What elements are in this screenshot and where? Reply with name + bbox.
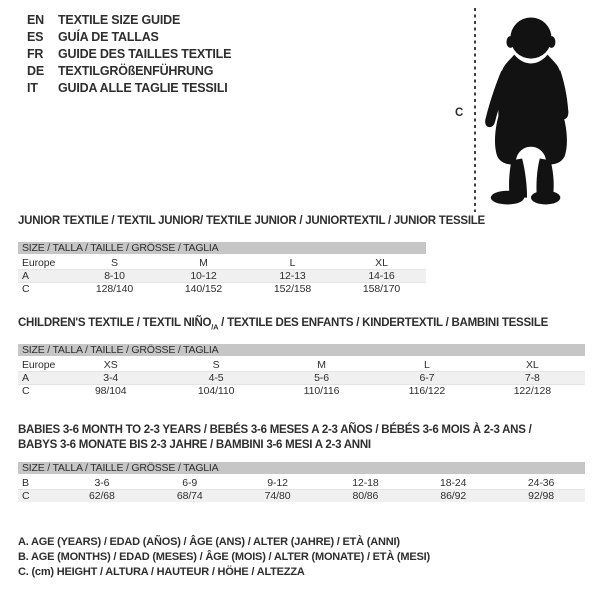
language-row-en bbox=[27, 12, 231, 29]
row-value: S bbox=[111, 256, 118, 269]
babies-table-title bbox=[18, 423, 578, 453]
table-row bbox=[18, 489, 585, 502]
row-value: 9-12 bbox=[267, 476, 288, 489]
row-label: C bbox=[22, 283, 30, 295]
row-value: M bbox=[317, 358, 326, 371]
language-row-fr bbox=[27, 46, 231, 63]
legend-line-age-months: B. AGE (MONTHS) / EDAD (MESES) / ÂGE (MOIS) / ALTER (MONATE) / ETÀ (MESI) bbox=[18, 551, 430, 563]
table-row bbox=[18, 358, 585, 371]
table-row bbox=[18, 371, 585, 384]
row-value: 6-9 bbox=[182, 476, 198, 489]
row-value: 74/80 bbox=[264, 490, 291, 502]
row-label: C bbox=[22, 385, 30, 397]
row-value: 86/92 bbox=[440, 490, 467, 502]
children-table-title bbox=[18, 316, 548, 334]
size-header-bar: SIZE / TALLA / TAILLE / GRÖSSE / TAGLIA bbox=[18, 462, 585, 474]
children-title-subscript: /A bbox=[211, 322, 219, 332]
language-title: TEXTILGRÖßENFÜHRUNG bbox=[58, 64, 214, 78]
row-value: 12-13 bbox=[279, 270, 306, 282]
language-title: GUIDE DES TAILLES TEXTILE bbox=[58, 47, 232, 61]
language-title: GUIDA ALLE TAGLIE TESSILI bbox=[58, 81, 228, 95]
row-value: 140/152 bbox=[184, 283, 223, 295]
row-value: XS bbox=[103, 358, 118, 371]
row-value: 68/74 bbox=[176, 490, 203, 502]
row-value: 8-10 bbox=[104, 270, 125, 282]
height-measure-label: C bbox=[455, 107, 464, 119]
language-code: EN bbox=[27, 13, 44, 27]
row-value: 104/110 bbox=[197, 385, 235, 397]
language-title: TEXTILE SIZE GUIDE bbox=[58, 13, 181, 27]
row-value: L bbox=[289, 256, 296, 269]
children-size-table bbox=[18, 344, 585, 397]
row-value: 6-7 bbox=[419, 372, 435, 384]
row-label: C bbox=[22, 490, 30, 502]
row-value: 152/158 bbox=[273, 283, 312, 295]
row-value: M bbox=[199, 256, 208, 269]
row-value: S bbox=[212, 358, 220, 371]
junior-size-table bbox=[18, 242, 426, 295]
language-title: GUÍA DE TALLAS bbox=[58, 30, 159, 44]
language-code: FR bbox=[27, 47, 44, 61]
row-label: A bbox=[22, 270, 29, 282]
babies-title-line-2: BABYS 3-6 MONATE BIS 2-3 JAHRE / BAMBINI 3-6 MESI A 2-3 ANNI bbox=[18, 439, 371, 451]
row-value: 18-24 bbox=[440, 476, 467, 489]
babies-title-line-1: BABIES 3-6 MONTH TO 2-3 YEARS / BEBÉS 3-6 MESES A 2-3 AÑOS / BÉBÉS 3-6 MOIS À 2-3 ANS / bbox=[18, 424, 532, 436]
language-row-es bbox=[27, 29, 231, 46]
size-header-bar: SIZE / TALLA / TAILLE / GRÖSSE / TAGLIA bbox=[18, 344, 585, 356]
row-label: Europe bbox=[22, 358, 56, 371]
row-value: 14-16 bbox=[368, 270, 395, 282]
legend-line-age-years: A. AGE (YEARS) / EDAD (AÑOS) / ÂGE (ANS) / ALTER (JAHRE) / ETÀ (ANNI) bbox=[18, 536, 400, 548]
row-value: XL bbox=[375, 256, 388, 269]
row-value: 116/122 bbox=[408, 385, 446, 397]
row-value: 158/170 bbox=[362, 283, 401, 295]
size-header-bar: SIZE / TALLA / TAILLE / GRÖSSE / TAGLIA bbox=[18, 242, 426, 254]
measure-legend bbox=[18, 535, 430, 580]
baby-silhouette-icon bbox=[482, 10, 575, 209]
row-value: 128/140 bbox=[95, 283, 134, 295]
children-title-post: / TEXTILE DES ENFANTS / KINDERTEXTIL / BAMBINI TESSILE bbox=[218, 317, 549, 329]
table-row bbox=[18, 384, 585, 397]
table-row bbox=[18, 476, 585, 489]
language-code: IT bbox=[27, 81, 38, 95]
row-value: 122/128 bbox=[513, 385, 551, 397]
table-row bbox=[18, 269, 426, 282]
language-row-it bbox=[27, 80, 231, 97]
row-value: 80/86 bbox=[352, 490, 379, 502]
legend-line-height: C. (cm) HEIGHT / ALTURA / HAUTEUR / HÖHE / ALTEZZA bbox=[18, 566, 305, 578]
row-label: A bbox=[22, 372, 29, 384]
row-value: 10-12 bbox=[190, 270, 217, 282]
table-row bbox=[18, 256, 426, 269]
row-value: 3-6 bbox=[94, 476, 110, 489]
row-value: 7-8 bbox=[524, 372, 540, 384]
language-title-list bbox=[27, 12, 231, 97]
height-measure-dashed-line bbox=[474, 8, 476, 212]
row-value: 110/116 bbox=[303, 385, 340, 397]
junior-table-rows bbox=[18, 256, 426, 295]
language-code: ES bbox=[27, 30, 44, 44]
row-value: 5-6 bbox=[314, 372, 329, 384]
babies-table-rows bbox=[18, 476, 585, 502]
row-value: 92/98 bbox=[528, 490, 554, 502]
language-row-de bbox=[27, 63, 231, 80]
row-value: 12-18 bbox=[352, 476, 379, 489]
row-value: 24-36 bbox=[527, 476, 555, 489]
row-label: B bbox=[22, 476, 29, 489]
language-code: DE bbox=[27, 64, 44, 78]
row-label: Europe bbox=[22, 256, 56, 269]
babies-size-table bbox=[18, 462, 585, 502]
children-table-rows bbox=[18, 358, 585, 397]
children-title-pre: CHILDREN'S TEXTILE / TEXTIL NIÑO bbox=[18, 317, 212, 329]
row-value: 3-4 bbox=[103, 372, 119, 384]
table-row bbox=[18, 282, 426, 295]
row-value: 4-5 bbox=[208, 372, 224, 384]
row-value: 98/104 bbox=[94, 385, 127, 397]
row-value: 62/68 bbox=[89, 490, 115, 502]
junior-table-title: JUNIOR TEXTILE / TEXTIL JUNIOR/ TEXTILE JUNIOR / JUNIORTEXTIL / JUNIOR TESSILE bbox=[18, 215, 485, 227]
row-value: L bbox=[424, 358, 430, 371]
row-value: XL bbox=[526, 358, 539, 371]
